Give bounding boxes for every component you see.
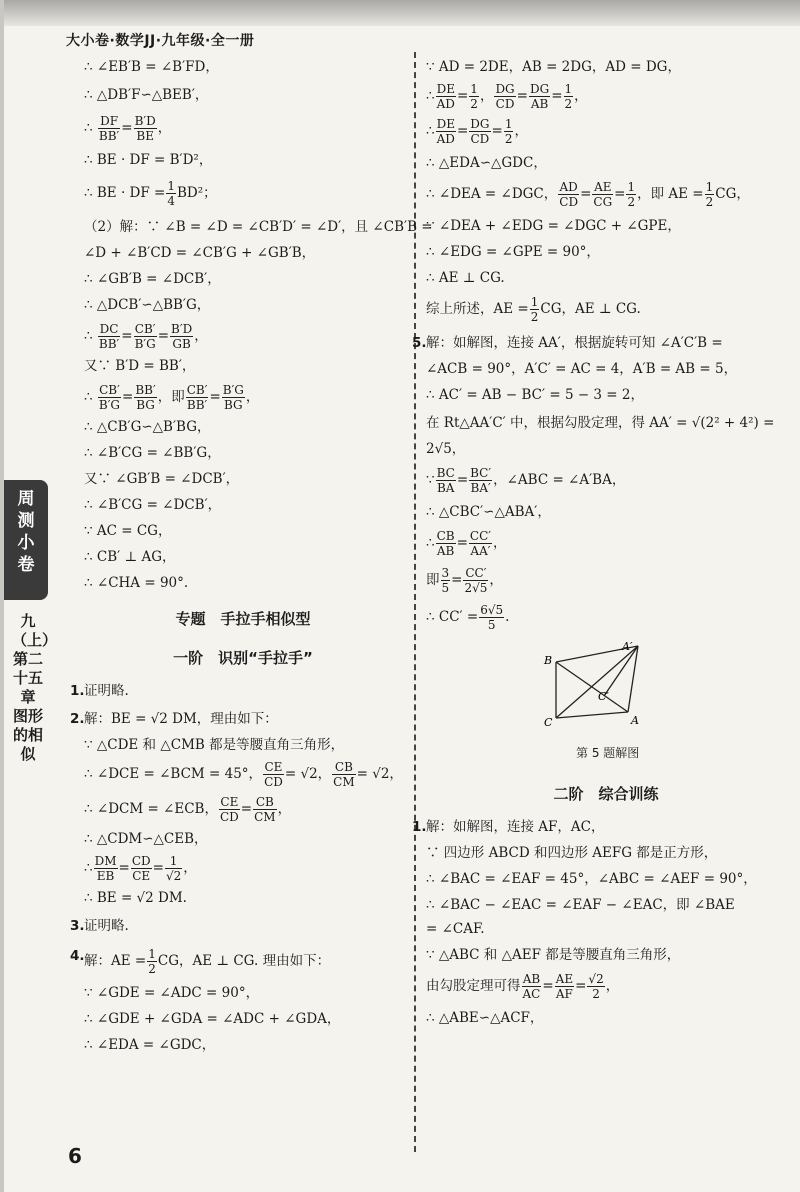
segment-CA bbox=[556, 712, 628, 718]
solution-line: ∴ ∠DCE = ∠BCM = 45°， $\frac{CE}{CD}$ = √2， $\frac{CB}{CM}$ = √2， bbox=[84, 760, 403, 789]
fraction: $\frac{1}{2}$ bbox=[148, 947, 156, 976]
fraction: $\frac{CB'}{B'G}$ bbox=[134, 322, 156, 351]
solution-line: ∴ ∠BAC = ∠EAF = 45°，∠ABC = ∠AEF = 90°， bbox=[426, 871, 757, 887]
fraction: $\frac{BC}{BA}$ bbox=[436, 466, 455, 495]
fraction: $\frac{DF}{BB'}$ bbox=[98, 114, 120, 143]
geometry-diagram bbox=[536, 640, 676, 740]
solution-line: ∴ CC′ = $\frac{6√5}{5}$ . bbox=[426, 603, 510, 632]
solution-line: ∴ $\frac{CB}{AB}$ = $\frac{CC'}{AA'}$ ， bbox=[426, 529, 507, 558]
solution-line: ∴ ∠EB′B = ∠B′FD， bbox=[84, 59, 219, 75]
solution-line: ∴ ∠GB′B = ∠DCB′， bbox=[84, 271, 221, 287]
label-C1: C′ bbox=[598, 690, 609, 703]
solution-line: ∴ $\frac{DF}{BB'}$ = $\frac{B'D}{BE}$ ， bbox=[84, 114, 172, 143]
fraction: $\frac{1}{2}$ bbox=[627, 180, 636, 209]
workbook-page bbox=[4, 0, 800, 1192]
question-5: 5. 解：如解图，连接 AA′，根据旋转可知 ∠A′C′B = bbox=[412, 335, 723, 351]
left-column bbox=[70, 56, 433, 1054]
solution-line: ∵ △CDE 和 △CMB 都是等腰直角三角形， bbox=[84, 737, 345, 753]
solution-line: 综上所述，AE = $\frac{1}{2}$ CG，AE ⊥ CG. bbox=[426, 295, 641, 324]
fraction: $\frac{B'G}{BG}$ bbox=[222, 383, 244, 412]
fraction: $\frac{DE}{AD}$ bbox=[436, 117, 455, 146]
fraction: $\frac{1}{4}$ bbox=[167, 179, 175, 208]
side-tab-label: 周测小卷 bbox=[17, 489, 35, 575]
solution-line: ∴ △CB′G∽△B′BG， bbox=[84, 419, 211, 435]
fraction: $\frac{1}{2}$ bbox=[530, 295, 539, 324]
solution-line: ∴ △CBC′∽△ABA′， bbox=[426, 504, 551, 520]
section-title: 一阶 识别“手拉手” bbox=[173, 649, 313, 667]
solution-line: 又∵ B′D = BB′， bbox=[84, 358, 196, 374]
solution-line: ∴ ∠BAC − ∠EAC = ∠EAF − ∠EAC，即 ∠BAE bbox=[426, 897, 735, 913]
fraction: $\frac{AE}{CG}$ bbox=[593, 180, 613, 209]
solution-line: ∴ ∠CHA = 90°. bbox=[84, 575, 189, 591]
figure-caption: 第 5 题解图 bbox=[576, 746, 640, 760]
fraction: $\frac{CB}{AB}$ bbox=[436, 529, 455, 558]
solution-line: ∴ CB′ ⊥ AG， bbox=[84, 549, 176, 565]
solution-line: ∴ ∠GDE + ∠GDA = ∠ADC + ∠GDA， bbox=[84, 1011, 341, 1027]
fraction: $\frac{AD}{CD}$ bbox=[559, 180, 579, 209]
fraction: $\frac{AE}{AF}$ bbox=[555, 972, 574, 1001]
solution-line: ∴ $\frac{DE}{AD}$ = $\frac{DG}{CD}$ = $\frac{1}{2}$ ， bbox=[426, 117, 528, 146]
fraction: $\frac{B'D}{BE}$ bbox=[134, 114, 156, 143]
segment-CA1 bbox=[556, 646, 638, 718]
question-2: 2. 解：BE = √2 DM，理由如下： bbox=[70, 711, 278, 727]
fraction: $\frac{1}{2}$ bbox=[564, 82, 573, 111]
solution-line: ∴ ∠DCM = ∠ECB， $\frac{CE}{CD}$ = $\frac{CB}{CM}$ ， bbox=[84, 795, 292, 824]
question-s2-1: 1. 解：如解图，连接 AF，AC， bbox=[412, 819, 605, 835]
solution-line: ∴ BE · DF = $\frac{1}{4}$ BD²； bbox=[84, 179, 217, 208]
solution-line: 即 $\frac{3}{5}$ = $\frac{CC'}{2√5}$ ， bbox=[426, 566, 503, 595]
fraction: $\frac{1}{√2}$ bbox=[165, 854, 182, 883]
solution-line: ∵ 四边形 ABCD 和四边形 AEFG 都是正方形， bbox=[426, 845, 718, 861]
solution-line: ∴ AC′ = AB − BC′ = 5 − 3 = 2， bbox=[426, 387, 644, 403]
solution-line: ∴ ∠DEA = ∠DGC， $\frac{AD}{CD}$ = $\frac{AE}{CG}$ = $\frac{1}{2}$ ，即 AE = $\frac{1}{2}$ CG， bbox=[426, 180, 750, 209]
solution-line: 又∵ ∠GB′B = ∠DCB′， bbox=[84, 471, 240, 487]
column-divider bbox=[414, 52, 416, 1152]
right-column bbox=[412, 56, 786, 1027]
fraction: $\frac{1}{2}$ bbox=[705, 180, 714, 209]
fraction: $\frac{DC}{BB'}$ bbox=[98, 322, 120, 351]
solution-line: ∴ $\frac{CB'}{B'G}$ = $\frac{BB'}{BG}$ ，即 $\frac{CB'}{BB'}$ = $\frac{B'G}{BG}$ ， bbox=[84, 383, 260, 412]
solution-line: ∴ AE ⊥ CG. bbox=[426, 270, 505, 286]
solution-line: ∵ AD = 2DE，AB = 2DG，AD = DG， bbox=[426, 59, 681, 75]
label-A: A bbox=[631, 714, 639, 727]
solution-line: ∴ ∠B′CG = ∠DCB′， bbox=[84, 497, 222, 513]
fraction: $\frac{BB'}{BG}$ bbox=[135, 383, 156, 412]
label-B: B bbox=[544, 654, 553, 667]
fraction: $\frac{DG}{AB}$ bbox=[529, 82, 550, 111]
solution-line: ∵ △ABC 和 △AEF 都是等腰直角三角形， bbox=[426, 947, 681, 963]
fraction: $\frac{CD}{CE}$ bbox=[131, 854, 151, 883]
fraction: $\frac{DG}{CD}$ bbox=[495, 82, 515, 111]
solution-line: ∴ $\frac{DC}{BB'}$ = $\frac{CB'}{B'G}$ = $\frac{B'D}{GB}$ ， bbox=[84, 322, 208, 351]
fraction: $\frac{CE}{CD}$ bbox=[264, 760, 283, 789]
fraction: $\frac{CB'}{B'G}$ bbox=[98, 383, 121, 412]
solution-line: ∴ $\frac{DE}{AD}$ = $\frac{1}{2}$ ， $\frac{DG}{CD}$ = $\frac{DG}{AB}$ = $\frac{1}{2}$ ， bbox=[426, 82, 588, 111]
question-4: 4. 解：AE = $\frac{1}{2}$ CG，AE ⊥ CG. 理由如下： bbox=[70, 947, 331, 976]
fraction: $\frac{B'D}{GB}$ bbox=[171, 322, 193, 351]
page-number: 6 bbox=[68, 1144, 82, 1168]
solution-line: ∴ ∠EDG = ∠GPE = 90°， bbox=[426, 244, 600, 260]
fraction: $\frac{DE}{AD}$ bbox=[436, 82, 455, 111]
label-A1: A′ bbox=[622, 640, 633, 653]
section-title: 二阶 综合训练 bbox=[553, 785, 659, 803]
question-1: 1. 证明略. bbox=[70, 683, 129, 699]
q5-figure bbox=[536, 640, 786, 744]
solution-line: ∴ △ABE∽△ACF， bbox=[426, 1010, 544, 1026]
solution-line: 2√5， bbox=[426, 441, 466, 457]
solution-line: ∴ BE = √2 DM. bbox=[84, 890, 187, 906]
label-C: C bbox=[544, 716, 553, 729]
fraction: $\frac{1}{2}$ bbox=[504, 117, 513, 146]
fraction: $\frac{AB}{AC}$ bbox=[522, 972, 541, 1001]
fraction: $\frac{3}{5}$ bbox=[441, 566, 450, 595]
fraction: $\frac{1}{2}$ bbox=[470, 82, 478, 111]
fraction: $\frac{CC'}{AA'}$ bbox=[469, 529, 491, 558]
solution-line: ∠ACB = 90°，A′C′ = AC = 4，A′B = AB = 5， bbox=[426, 361, 738, 377]
solution-line: （2）解：∵ ∠B = ∠D = ∠CB′D′ = ∠D′，且 ∠CB′B = bbox=[84, 219, 433, 235]
fraction: $\frac{CB}{CM}$ bbox=[333, 760, 355, 789]
solution-line: ∴ ∠EDA = ∠GDC， bbox=[84, 1037, 216, 1053]
solution-line: 在 Rt△AA′C′ 中，根据勾股定理，得 AA′ = √(2² + 4²) = bbox=[426, 415, 775, 431]
solution-line: ∴ △EDA∽△GDC， bbox=[426, 155, 547, 171]
solution-line: ∴ BE · DF = B′D²， bbox=[84, 152, 213, 168]
solution-line: ∵ ∠GDE = ∠ADC = 90°， bbox=[84, 985, 260, 1001]
fraction: $\frac{CB'}{BB'}$ bbox=[186, 383, 208, 412]
fraction: $\frac{DG}{CD}$ bbox=[470, 117, 490, 146]
fraction: $\frac{CE}{CD}$ bbox=[219, 795, 239, 824]
solution-line: ∠D + ∠B′CD = ∠CB′G + ∠GB′B， bbox=[84, 245, 316, 261]
solution-line: ∴ △DCB′∽△BB′G， bbox=[84, 297, 211, 313]
solution-line: ∴ ∠B′CG = ∠BB′G， bbox=[84, 445, 221, 461]
fraction: $\frac{CC'}{2√5}$ bbox=[464, 566, 488, 595]
side-tab bbox=[4, 480, 48, 600]
page-header: 大小卷·数学JJ·九年级·全一册 bbox=[66, 33, 255, 49]
solution-line: ∴ $\frac{DM}{EB}$ = $\frac{CD}{CE}$ = $\frac{1}{√2}$ ， bbox=[84, 854, 197, 883]
side-chapter-text: 九（上）第二十五章 图形的相似 bbox=[12, 612, 58, 763]
fraction: $\frac{DM}{EB}$ bbox=[94, 854, 117, 883]
topic-title: 专题 手拉手相似型 bbox=[175, 610, 311, 628]
solution-line: 由勾股定理可得 $\frac{AB}{AC}$ = $\frac{AE}{AF}$ = $\frac{√2}{2}$ ， bbox=[426, 972, 620, 1001]
solution-line: ∴ △CDM∽△CEB， bbox=[84, 831, 208, 847]
solution-line: ∵ AC = CG， bbox=[84, 523, 172, 539]
solution-line: ∵ ∠DEA + ∠EDG = ∠DGC + ∠GPE， bbox=[426, 218, 681, 234]
fraction: $\frac{CB}{CM}$ bbox=[254, 795, 276, 824]
question-3: 3. 证明略. bbox=[70, 918, 129, 934]
solution-line: ∴ △DB′F∽△BEB′， bbox=[84, 87, 209, 103]
segment-AA1 bbox=[628, 646, 638, 712]
fraction: $\frac{6√5}{5}$ bbox=[480, 603, 504, 632]
fraction: $\frac{BC'}{BA'}$ bbox=[470, 466, 492, 495]
fraction: $\frac{√2}{2}$ bbox=[588, 972, 604, 1001]
solution-line: = ∠CAF. bbox=[426, 921, 485, 937]
solution-line: ∵ $\frac{BC}{BA}$ = $\frac{BC'}{BA'}$ ，∠ABC = ∠A′BA， bbox=[426, 466, 626, 495]
